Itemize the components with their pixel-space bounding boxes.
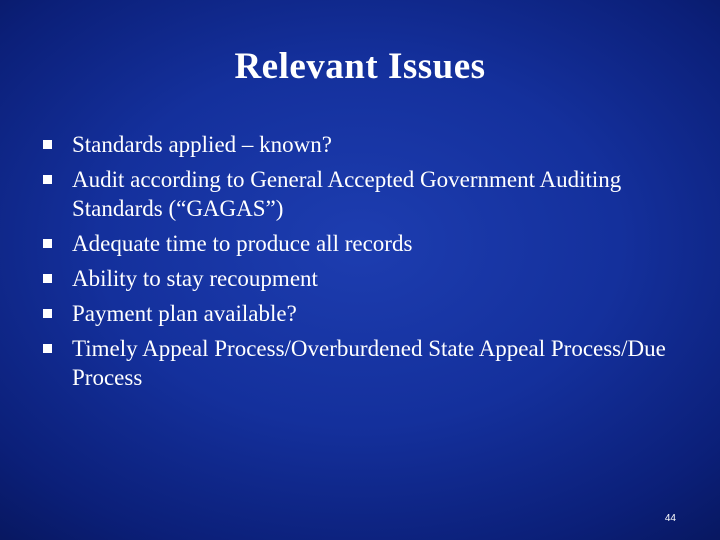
page-number: 44 xyxy=(664,513,676,524)
bullet-item xyxy=(40,299,680,328)
square-bullet-icon xyxy=(43,309,52,318)
bullet-list xyxy=(40,130,680,398)
bullet-text: Ability to stay recoupment xyxy=(72,266,318,291)
bullet-item xyxy=(40,264,680,293)
bullet-text: Audit according to General Accepted Government Auditing Standards (“GAGAS”) xyxy=(72,167,622,221)
square-bullet-icon xyxy=(43,140,52,149)
square-bullet-icon xyxy=(43,239,52,248)
square-bullet-icon xyxy=(43,344,52,353)
bullet-item xyxy=(40,130,680,159)
bullet-text: Payment plan available? xyxy=(72,301,297,326)
square-bullet-icon xyxy=(43,274,52,283)
bullet-text: Timely Appeal Process/Overburdened State Appeal Process/Due Process xyxy=(72,336,666,390)
bullet-text: Standards applied – known? xyxy=(72,132,332,157)
slide-title: Relevant Issues xyxy=(234,46,486,87)
bullet-text: Adequate time to produce all records xyxy=(72,231,413,256)
square-bullet-icon xyxy=(43,175,52,184)
bullet-item xyxy=(40,334,680,392)
bullet-item xyxy=(40,229,680,258)
bullet-item xyxy=(40,165,680,223)
